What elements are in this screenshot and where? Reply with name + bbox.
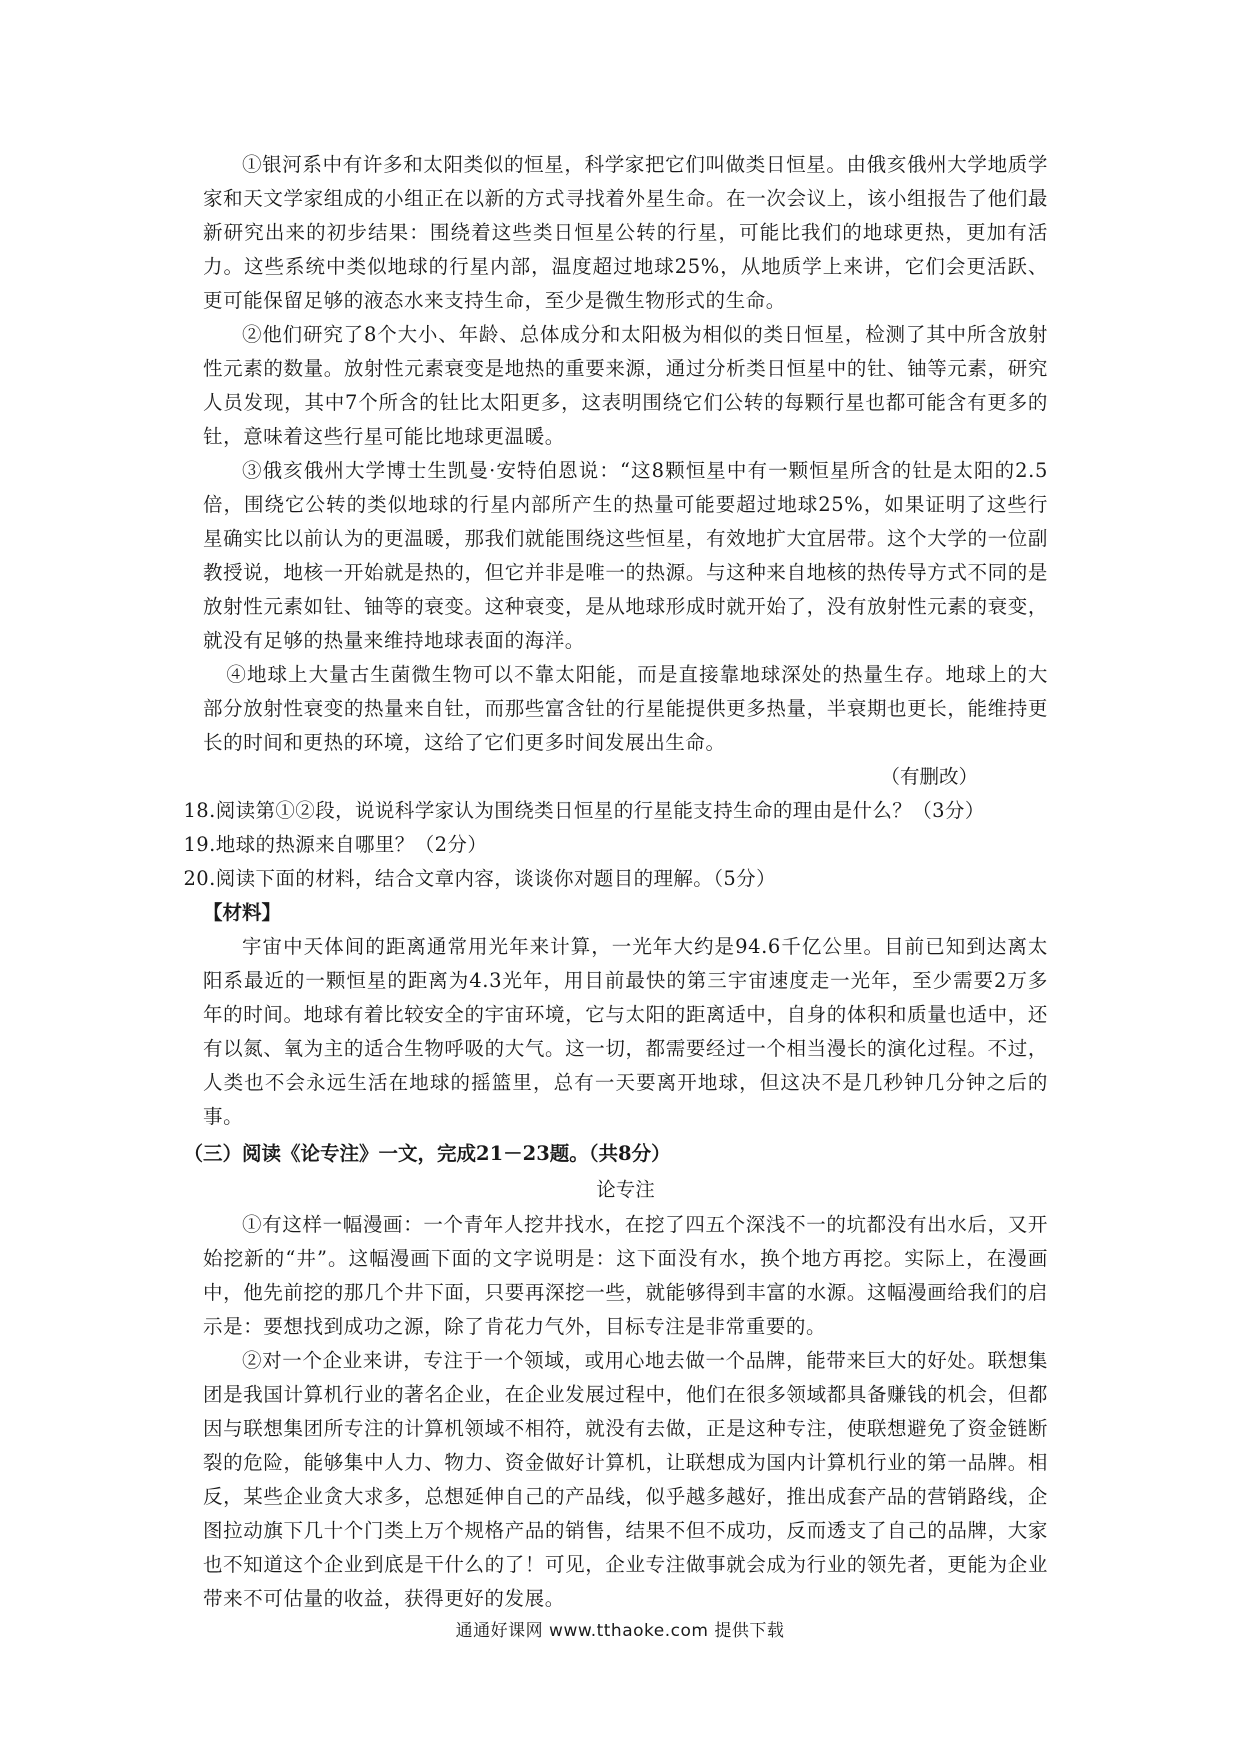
material-label: 【材料】 <box>203 901 282 924</box>
page-footer: 通通好课网 www.tthaoke.com 提供下载 <box>455 1621 785 1641</box>
passage2-paragraph-4: ④地球上大量古生菌微生物可以不靠太阳能，而是直接靠地球深处的热量生存。地球上的大部分放射性衰变的热量来自钍，而那些富含钍的行星能提供更多热量，半衰期也更长，能维持更长的时间和更热的环境，这给了它们更多时间发展出生命。 <box>203 663 1048 754</box>
section3-paragraph-2: ②对一个企业来讲，专注于一个领域，或用心地去做一个品牌，能带来巨大的好处。联想集团是我国计算机行业的著名企业，在企业发展过程中，他们在很多领域都具备赚钱的机会，但都因与联想集团所专注的计算机领域不相符，就没有去做，正是这种专注，使联想避免了资金链断裂的危险，能够集中人力、物力、资金做好计算机，让联想成为国内计算机行业的第一品牌。相反，某些企业贪大求多，总想延伸自己的产品线，似乎越多越好，推出成套产品的营销路线，企图拉动旗下几十个门类上万个规格产品的销售，结果不但不成功，反而透支了自己的品牌，大家也不知道这个企业到底是干什么的了！可见，企业专注做事就会成为行业的领先者，更能为企业带来不可估量的收益，获得更好的发展。 <box>203 1349 1048 1610</box>
page-content <box>183 148 1048 1616</box>
questions-block <box>183 794 1048 896</box>
section-3-heading: （三）阅读《论专注》一文，完成21－23题。（共8分） <box>183 1142 671 1165</box>
question-18: 18.阅读第①②段，说说科学家认为围绕类日恒星的行星能支持生命的理由是什么？（3分） <box>183 799 985 822</box>
passage2-paragraph-3: ③俄亥俄州大学博士生凯曼·安特伯恩说：“这8颗恒星中有一颗恒星所含的钍是太阳的2.5倍，围绕它公转的类似地球的行星内部所产生的热量可能要超过地球25%，如果证明了这些行星确实比以前认为的更温暖，那我们就能围绕这些恒星，有效地扩大宜居带。这个大学的一位副教授说，地核一开始就是热的，但它并非是唯一的热源。与这种来自地核的热传导方式不同的是放射性元素如钍、铀等的衰变。这种衰变，是从地球形成时就开始了，没有放射性元素的衰变，就没有足够的热量来维持地球表面的海洋。 <box>203 459 1048 652</box>
edit-note: （有删改） <box>880 765 978 788</box>
material-block <box>203 896 1048 1134</box>
section3-paragraph-1: ①有这样一幅漫画：一个青年人挖井找水，在挖了四五个深浅不一的坑都没有出水后，又开始挖新的“井”。这幅漫画下面的文字说明是：这下面没有水，换个地方再挖。实际上，在漫画中，他先前挖的那几个井下面，只要再深挖一些，就能够得到丰富的水源。这幅漫画给我们的启示是：要想找到成功之源，除了肯花力气外，目标专注是非常重要的。 <box>203 1213 1048 1338</box>
passage2-paragraph-1: ①银河系中有许多和太阳类似的恒星，科学家把它们叫做类日恒星。由俄亥俄州大学地质学家和天文学家组成的小组正在以新的方式寻找着外星生命。在一次会议上，该小组报告了他们最新研究出来的初步结果：围绕着这些类日恒星公转的行星，可能比我们的地球更热，更加有活力。这些系统中类似地球的行星内部，温度超过地球25%，从地质学上来讲，它们会更活跃、更可能保留足够的液态水来支持生命，至少是微生物形式的生命。 <box>203 153 1048 312</box>
question-19: 19.地球的热源来自哪里？（2分） <box>183 833 488 856</box>
article-title: 论专注 <box>596 1178 655 1201</box>
passage2-paragraph-2: ②他们研究了8个大小、年龄、总体成分和太阳极为相似的类日恒星，检测了其中所含放射性元素的数量。放射性元素衰变是地热的重要来源，通过分析类日恒星中的钍、铀等元素，研究人员发现，其中7个所含的钍比太阳更多，这表明围绕它们公转的每颗行星也都可能含有更多的钍，意味着这些行星可能比地球更温暖。 <box>203 323 1048 448</box>
question-20: 20.阅读下面的材料，结合文章内容，谈谈你对题目的理解。（5分） <box>183 867 776 890</box>
material-text: 宇宙中天体间的距离通常用光年来计算，一光年大约是94.6千亿公里。目前已知到达离太阳系最近的一颗恒星的距离为4.3光年，用目前最快的第三宇宙速度走一光年，至少需要2万多年的时间。地球有着比较安全的宇宙环境，它与太阳的距离适中，自身的体积和质量也适中，还有以氮、氧为主的适合生物呼吸的大气。这一切，都需要经过一个相当漫长的演化过程。不过，人类也不会永远生活在地球的摇篮里，总有一天要离开地球，但这决不是几秒钟几分钟之后的事。 <box>203 935 1048 1128</box>
section-3 <box>183 1136 1048 1616</box>
passage-2 <box>203 148 1048 794</box>
